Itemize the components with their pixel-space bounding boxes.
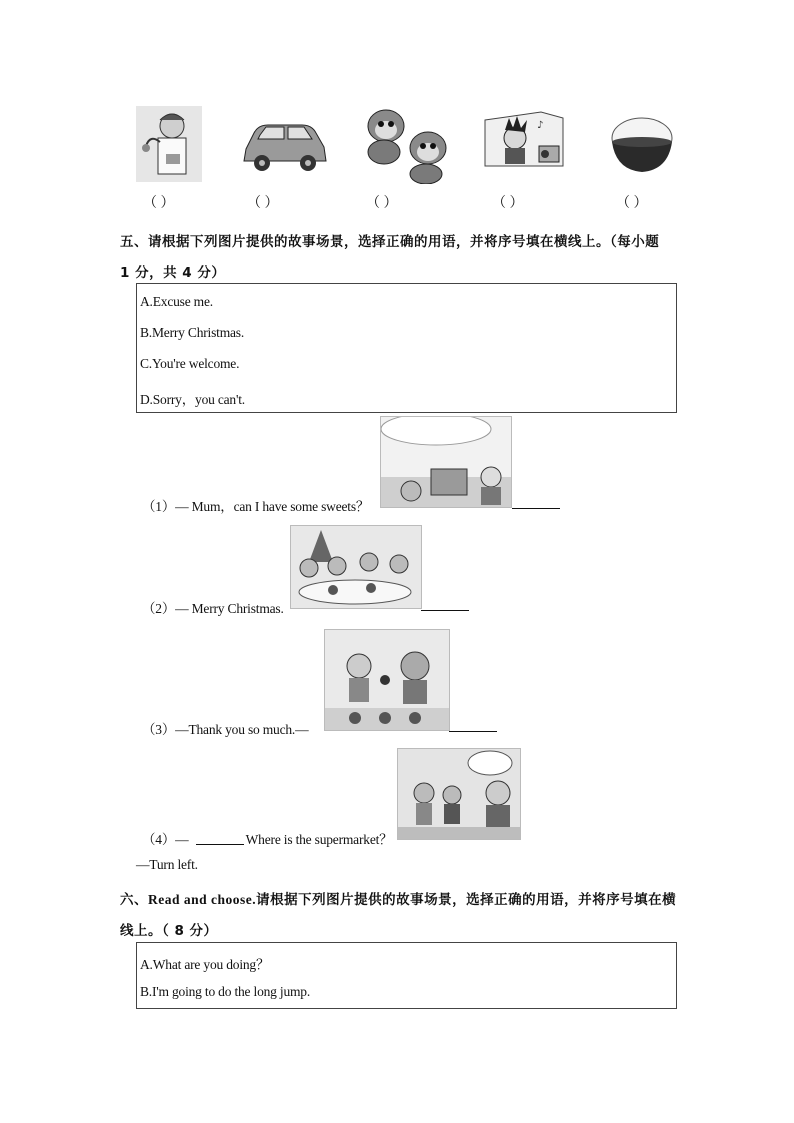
question-1 (142, 495, 369, 515)
section5-heading-line2: 1 分，共 4 分） (120, 265, 226, 281)
question-2 (142, 597, 284, 617)
answer-paren-3[interactable]: （ ） (366, 196, 398, 211)
kitchen-scene-icon (381, 417, 511, 507)
boy-listening-radio-icon (481, 108, 567, 174)
option-d: D.Sorry，you can't. (140, 392, 245, 407)
question-3 (142, 718, 308, 738)
section5-heading-line1: 五、请根据下列图片提供的故事场景，选择正确的用语，并将序号填在横线上。（每小题 (120, 234, 660, 250)
christmas-party-scene-icon (291, 526, 421, 608)
question-4-blank[interactable] (196, 832, 244, 845)
option-b: B.Merry Christmas. (140, 325, 245, 340)
section6-heading-bold: 六、Read and choose. (120, 892, 257, 907)
section6-heading-line2: 线上。（ 8 分） (120, 923, 218, 939)
car-icon (240, 115, 330, 175)
svg-text:♪: ♪ (537, 120, 544, 131)
question-4-answer-line: —Turn left. (136, 857, 198, 872)
rice-bowl-picture (608, 112, 676, 176)
question-3-text: （3）—Thank you so much.— (142, 722, 309, 737)
question-1-blank[interactable] (512, 496, 560, 509)
question-4 (142, 828, 392, 848)
rice-bowl-icon (608, 112, 676, 176)
asking-way-scene (397, 748, 521, 840)
question-4-text: Where is the supermarket？ (245, 832, 393, 847)
doctor-icon (136, 106, 202, 182)
car-picture (240, 115, 330, 175)
section6-options-box (136, 942, 677, 1009)
answer-paren-2[interactable]: （ ） (247, 196, 279, 211)
kitchen-scene (380, 416, 512, 508)
answer-paren-4[interactable]: （ ） (492, 196, 524, 211)
thank-you-scene-icon (325, 630, 449, 730)
thank-you-scene (324, 629, 450, 731)
question-2-text: （2）— Merry Christmas. (142, 601, 284, 616)
section6-heading-line1 (120, 888, 676, 908)
option-a: A.What are you doing？ (140, 957, 270, 972)
answer-paren-1[interactable]: （ ） (143, 196, 175, 211)
option-b: B.I'm going to do the long jump. (140, 984, 311, 999)
monkeys-icon (362, 106, 454, 184)
option-c: C.You're welcome. (140, 356, 240, 371)
boy-radio-picture (481, 108, 567, 174)
question-3-blank[interactable] (449, 719, 497, 732)
section6-heading-rest: 请根据下列图片提供的故事场景，选择正确的用语，并将序号填在横 (256, 892, 677, 908)
question-1-text: （1）— Mum，can I have some sweets？ (142, 499, 370, 514)
section5-options-box (136, 283, 677, 413)
christmas-party-scene (290, 525, 422, 609)
question-4-prefix: （4）— (142, 832, 189, 847)
doctor-picture (136, 106, 202, 182)
monkeys-picture (362, 106, 454, 184)
option-a: A.Excuse me. (140, 294, 213, 309)
asking-way-scene-icon (398, 749, 520, 839)
answer-paren-5[interactable]: （ ） (616, 196, 648, 211)
question-2-blank[interactable] (421, 598, 469, 611)
